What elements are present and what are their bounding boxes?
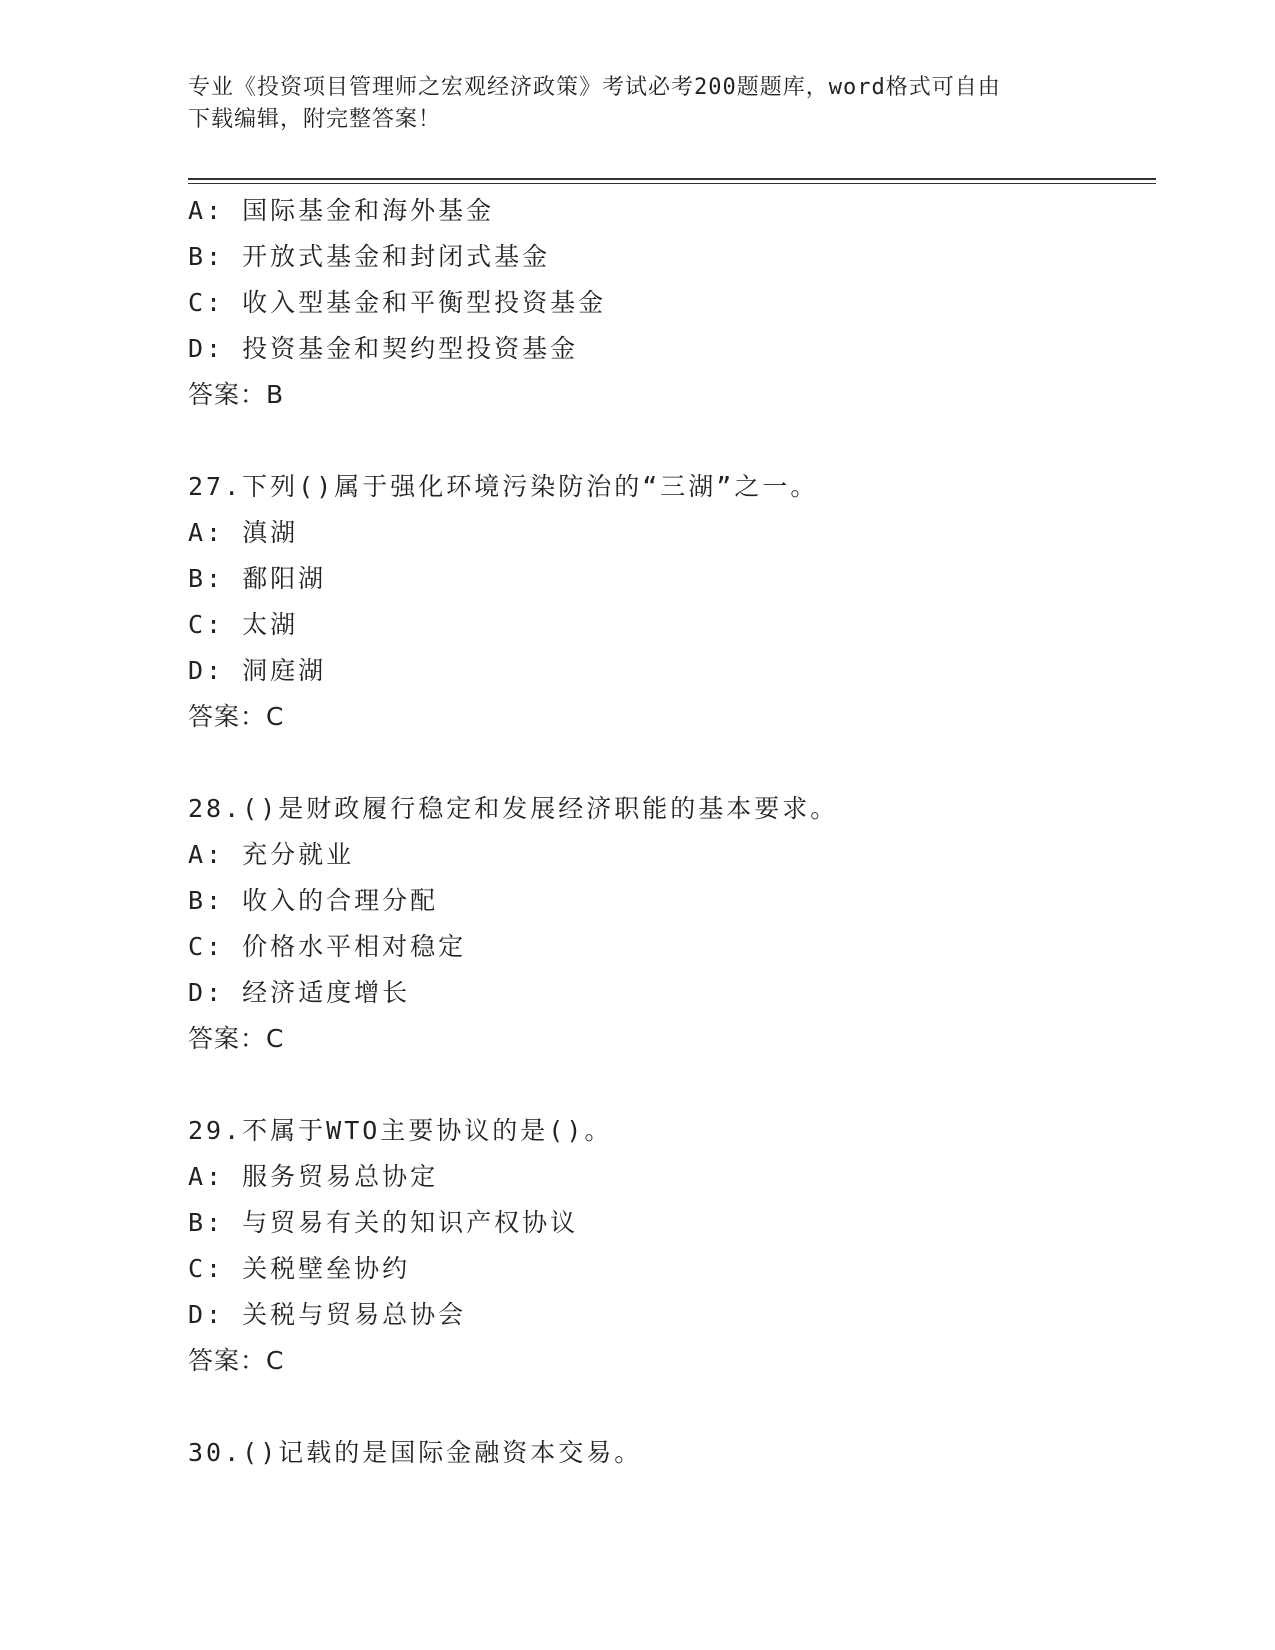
spacer (188, 418, 1148, 464)
header-line-1: 专业《投资项目管理师之宏观经济政策》考试必考200题题库，word格式可自由 (188, 75, 1001, 100)
question-30-block (188, 1430, 1148, 1476)
q27-option-c: C: 太湖 (188, 610, 299, 639)
q29-option-b: B: 与贸易有关的知识产权协议 (188, 1208, 579, 1237)
question-28-block (188, 786, 1148, 1062)
question-list (188, 188, 1148, 1476)
q27-answer: 答案：C (188, 702, 285, 731)
q28-option-a: A: 充分就业 (188, 840, 355, 869)
q26-option-b: B: 开放式基金和封闭式基金 (188, 242, 551, 271)
q30-question: 30.()记载的是国际金融资本交易。 (188, 1438, 643, 1467)
q29-question: 29.不属于WTO主要协议的是()。 (188, 1116, 613, 1145)
q27-option-a: A: 滇湖 (188, 518, 299, 547)
q28-option-b: B: 收入的合理分配 (188, 886, 439, 915)
q28-question: 28.()是财政履行稳定和发展经济职能的基本要求。 (188, 794, 839, 823)
header-divider-thin (188, 183, 1156, 184)
q29-option-c: C: 关税壁垒协约 (188, 1254, 411, 1283)
document-header (188, 72, 1088, 136)
question-27-block (188, 464, 1148, 740)
q29-answer: 答案：C (188, 1346, 285, 1375)
spacer (188, 740, 1148, 786)
question-29-block (188, 1108, 1148, 1384)
spacer (188, 1062, 1148, 1108)
q26-option-d: D: 投资基金和契约型投资基金 (188, 334, 579, 363)
header-line-2: 下载编辑，附完整答案！ (188, 107, 442, 132)
q27-question: 27.下列()属于强化环境污染防治的“三湖”之一。 (188, 472, 819, 501)
header-divider-thick (188, 178, 1156, 180)
question-26-block (188, 188, 1148, 418)
q29-option-a: A: 服务贸易总协定 (188, 1162, 439, 1191)
q28-answer: 答案：C (188, 1024, 285, 1053)
q27-option-d: D: 洞庭湖 (188, 656, 327, 685)
q27-option-b: B: 鄱阳湖 (188, 564, 327, 593)
spacer (188, 1384, 1148, 1430)
q26-option-c: C: 收入型基金和平衡型投资基金 (188, 288, 607, 317)
q28-option-d: D: 经济适度增长 (188, 978, 411, 1007)
q29-option-d: D: 关税与贸易总协会 (188, 1300, 467, 1329)
q28-option-c: C: 价格水平相对稳定 (188, 932, 467, 961)
q26-option-a: A: 国际基金和海外基金 (188, 196, 495, 225)
q26-answer: 答案：B (188, 380, 285, 409)
